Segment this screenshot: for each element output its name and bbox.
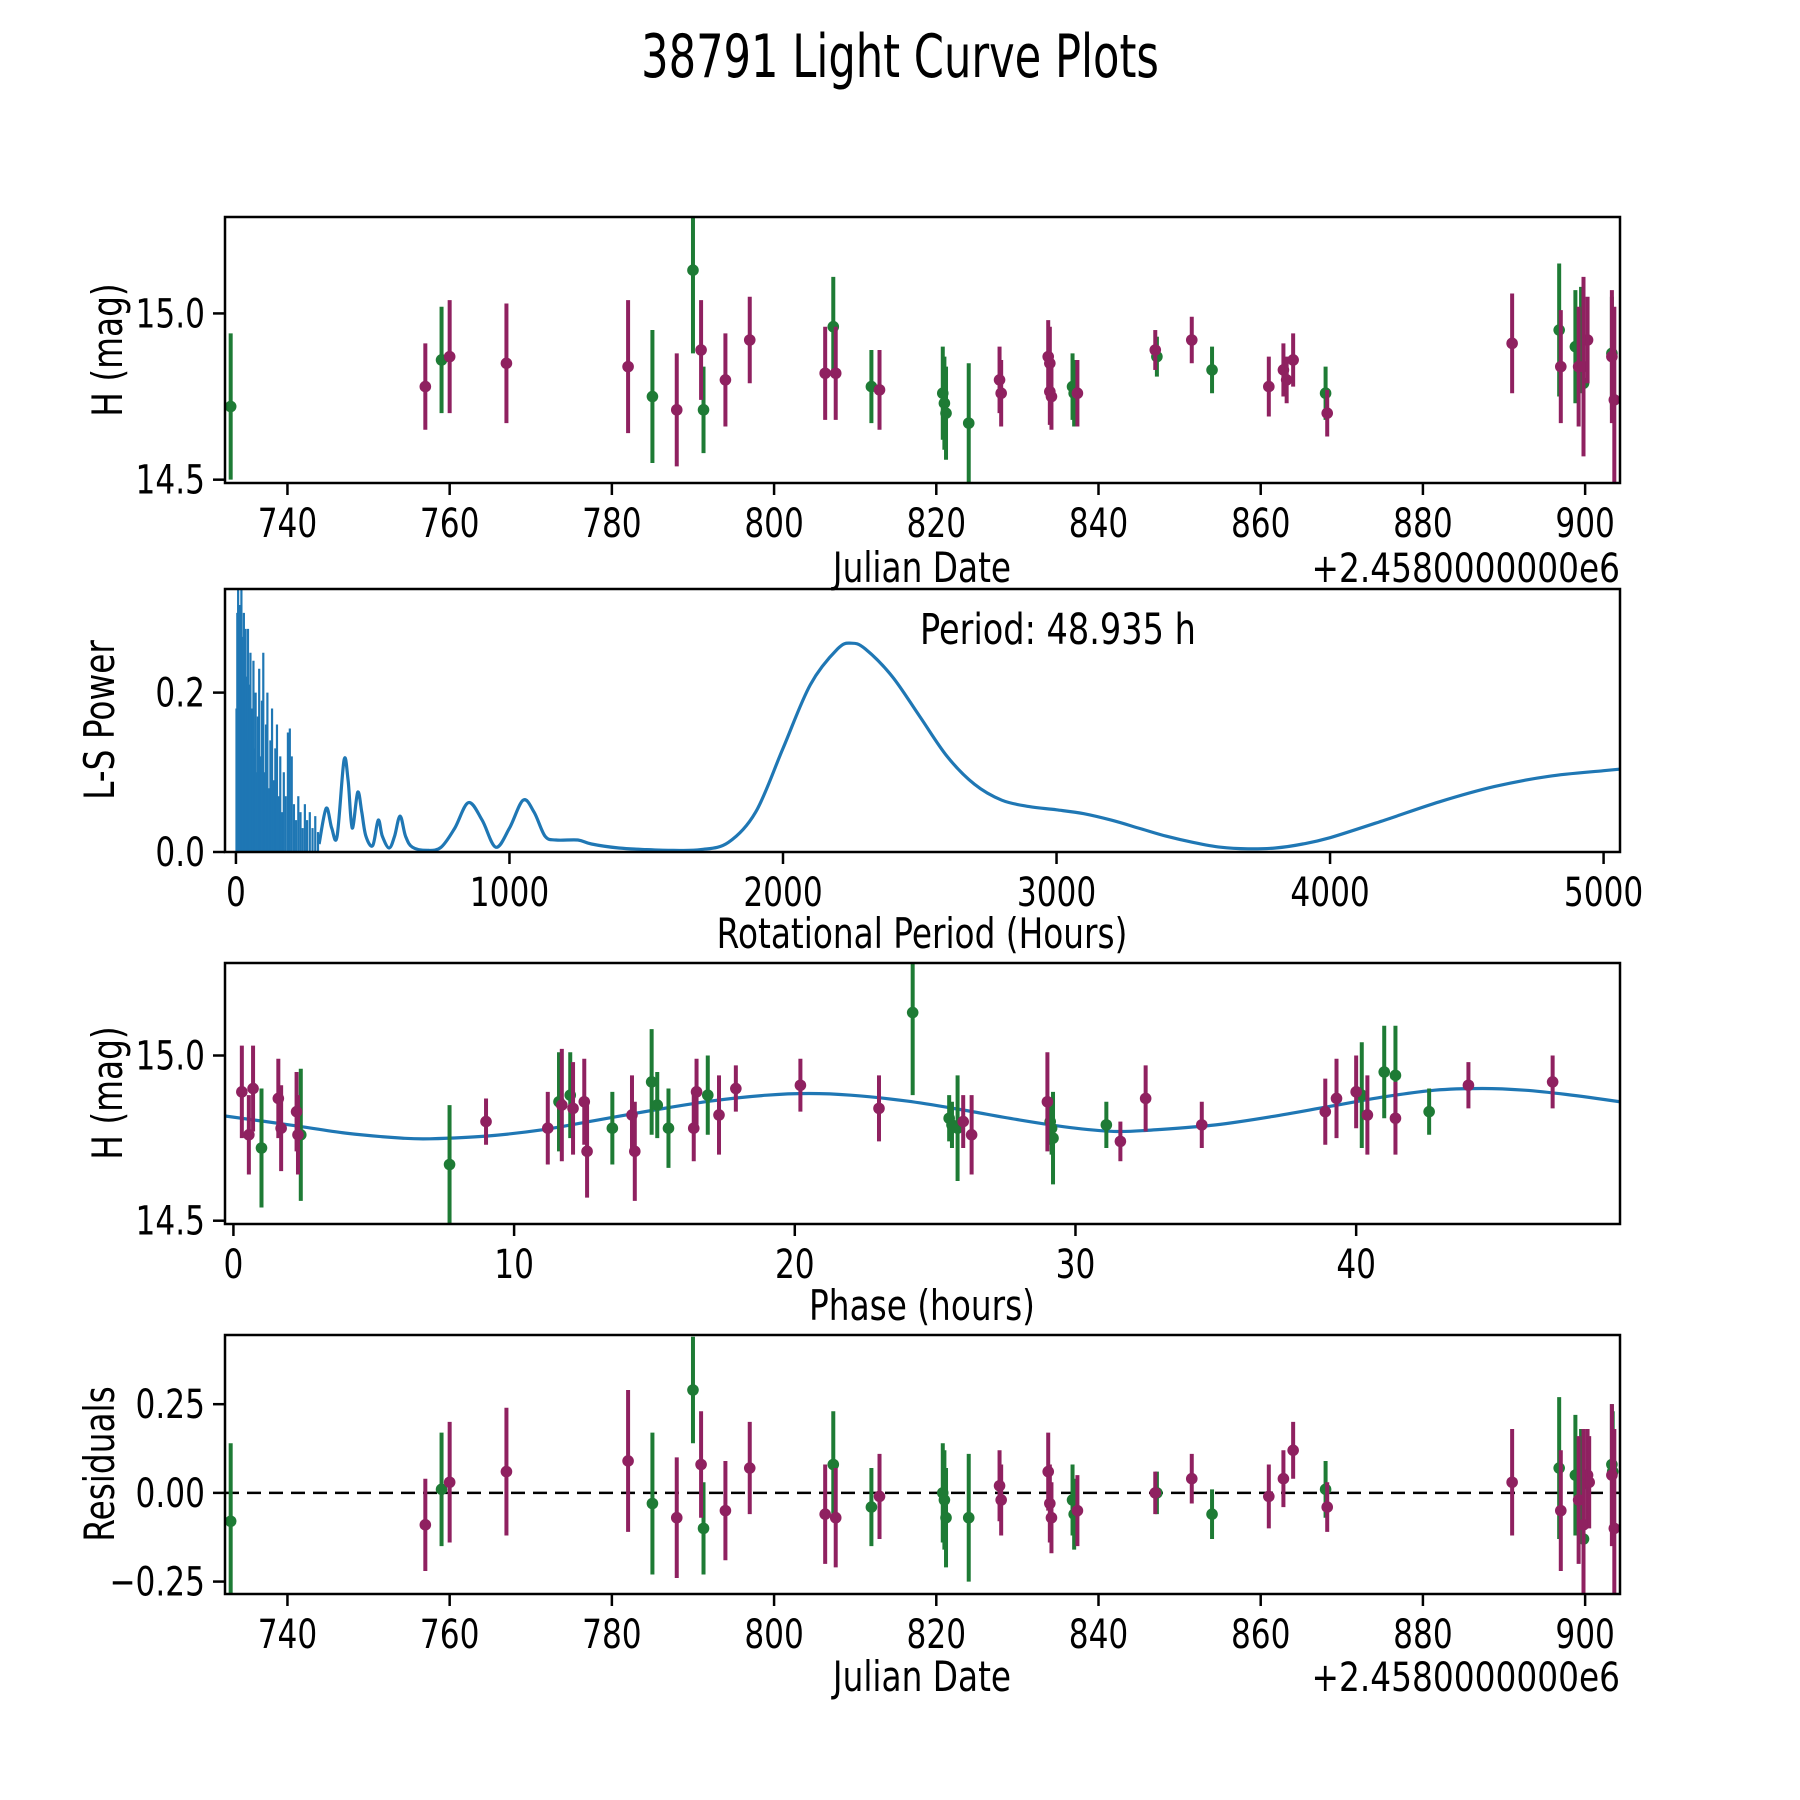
data-point [225, 401, 237, 413]
data-point [1042, 1096, 1054, 1108]
data-point [940, 1512, 952, 1524]
data-point [581, 1146, 593, 1158]
data-point [702, 1089, 714, 1101]
data-point [1321, 407, 1333, 419]
data-point [1423, 1106, 1435, 1118]
x-tick-label: 40 [1336, 1242, 1377, 1289]
data-point [1115, 1136, 1127, 1148]
data-point [651, 1099, 663, 1111]
x-tick-label: 880 [1393, 1612, 1453, 1659]
data-point [647, 1498, 659, 1510]
data-point [1149, 1487, 1161, 1499]
data-point [874, 384, 886, 396]
data-point [1378, 1066, 1390, 1078]
x-tick-label: 900 [1555, 501, 1615, 548]
data-point [713, 1109, 725, 1121]
y-tick-label: −0.25 [109, 1559, 205, 1606]
data-point [420, 1519, 432, 1531]
data-point [1101, 1119, 1113, 1131]
data-point [1278, 1473, 1290, 1485]
x-tick-label: 860 [1230, 501, 1291, 548]
data-point [1582, 334, 1594, 346]
data-point [480, 1116, 492, 1128]
data-point [1463, 1079, 1475, 1091]
axes-frame [225, 217, 1620, 483]
data-point [292, 1129, 304, 1141]
data-point [1140, 1093, 1152, 1105]
y-tick-label: 0.0 [155, 830, 205, 877]
x-tick-label: 820 [906, 501, 967, 548]
data-point [256, 1142, 268, 1154]
subplot-residuals [109, 1335, 1620, 1658]
data-point [1206, 1508, 1218, 1520]
lightcurve-xlabel: Julian Date [832, 543, 1012, 592]
data-point [720, 1505, 732, 1517]
data-point [629, 1146, 641, 1158]
data-point [1072, 387, 1084, 399]
x-tick-label: 0 [223, 1242, 244, 1289]
data-point [1263, 381, 1275, 393]
data-point [720, 374, 732, 386]
y-tick-label: 15.0 [135, 1033, 205, 1080]
x-tick-label: 30 [1055, 1242, 1096, 1289]
data-point [963, 1512, 975, 1524]
residuals-xlabel: Julian Date [832, 1652, 1012, 1701]
data-point [698, 404, 710, 416]
data-point [671, 404, 683, 416]
sine-fit-curve [225, 1089, 1620, 1139]
data-point [1583, 1476, 1595, 1488]
data-point [1319, 1106, 1331, 1118]
data-point [691, 1086, 703, 1098]
y-tick-label: 14.5 [135, 457, 205, 504]
data-point [647, 391, 659, 403]
data-point [1046, 1512, 1058, 1524]
x-tick-label: 800 [744, 1612, 804, 1659]
data-point [695, 344, 707, 356]
x-tick-label: 840 [1068, 501, 1129, 548]
period-annotation: Period: 48.935 h [920, 605, 1196, 655]
data-point [444, 351, 456, 363]
data-point [819, 367, 831, 379]
data-point [907, 1007, 919, 1019]
data-point [1186, 1473, 1198, 1485]
data-point [1547, 1076, 1559, 1088]
x-tick-label: 780 [582, 1612, 642, 1659]
data-point [501, 1466, 513, 1478]
data-point [695, 1459, 707, 1471]
data-point [1186, 334, 1198, 346]
data-point [966, 1129, 978, 1141]
data-point [501, 358, 513, 370]
data-point [622, 361, 634, 373]
x-tick-label: 2000 [743, 870, 823, 917]
data-point [607, 1122, 619, 1134]
data-point [940, 407, 952, 419]
periodogram-xlabel: Rotational Period (Hours) [716, 909, 1128, 958]
y-tick-label: 15.0 [135, 291, 205, 338]
data-point [1555, 1505, 1567, 1517]
lightcurve-ylabel: H (mag) [82, 283, 132, 417]
data-point [795, 1079, 807, 1091]
lightcurve-axis-offset: +2.4580000000e6 [1311, 546, 1620, 592]
x-tick-label: 780 [582, 501, 642, 548]
data-point [873, 1103, 885, 1115]
data-point [225, 1515, 237, 1527]
data-point [275, 1122, 287, 1134]
data-point [663, 1122, 675, 1134]
data-point [1609, 394, 1621, 406]
x-tick-label: 900 [1555, 1612, 1615, 1659]
data-point [963, 417, 975, 429]
x-tick-label: 740 [257, 501, 318, 548]
subplot-lightcurve [136, 187, 1621, 547]
data-point [1362, 1109, 1374, 1121]
figure-title: 38791 Light Curve Plots [641, 22, 1159, 92]
axes-frame [225, 1335, 1620, 1594]
data-point [1287, 1445, 1299, 1457]
data-point [744, 334, 756, 346]
x-tick-label: 880 [1393, 501, 1453, 548]
data-point [1331, 1093, 1343, 1105]
x-tick-label: 760 [419, 1612, 480, 1659]
data-point [444, 1476, 456, 1488]
data-point [567, 1103, 579, 1115]
data-point [995, 387, 1007, 399]
data-point [1506, 1476, 1518, 1488]
subplot-periodogram [155, 589, 1643, 916]
data-point [830, 367, 842, 379]
data-point [556, 1099, 568, 1111]
data-point [830, 1512, 842, 1524]
data-point [957, 1116, 969, 1128]
y-tick-label: 0.2 [155, 670, 205, 717]
data-point [819, 1508, 831, 1520]
x-tick-label: 740 [257, 1612, 318, 1659]
residuals-axis-offset: +2.4580000000e6 [1311, 1655, 1620, 1701]
data-point [236, 1086, 248, 1098]
x-tick-label: 840 [1068, 1612, 1129, 1659]
phased-ylabel: H (mag) [82, 1026, 132, 1160]
y-tick-label: 14.5 [135, 1199, 205, 1245]
data-point [687, 1384, 699, 1396]
data-point [671, 1512, 683, 1524]
data-point [444, 1159, 456, 1171]
data-point [744, 1462, 756, 1474]
x-tick-label: 10 [494, 1242, 534, 1289]
data-point [1281, 374, 1293, 386]
residuals-ylabel: Residuals [74, 1386, 124, 1542]
x-tick-label: 860 [1230, 1612, 1291, 1659]
data-point [866, 1501, 878, 1513]
data-point [420, 381, 432, 393]
data-point [730, 1083, 742, 1095]
data-point [1263, 1491, 1275, 1503]
x-tick-label: 4000 [1290, 870, 1370, 917]
y-tick-label: 0.25 [135, 1382, 205, 1429]
x-tick-label: 3000 [1016, 870, 1097, 917]
data-point [1046, 391, 1058, 403]
periodogram-ylabel: L-S Power [74, 640, 124, 800]
subplot-phased [136, 930, 1620, 1288]
x-tick-label: 800 [744, 501, 804, 548]
x-tick-label: 760 [419, 501, 480, 548]
data-point [1072, 1505, 1084, 1517]
data-point [1350, 1086, 1362, 1098]
data-point [542, 1122, 554, 1134]
data-point [622, 1455, 634, 1467]
x-tick-label: 0 [226, 870, 246, 917]
data-point [1555, 361, 1567, 373]
data-point [995, 1494, 1007, 1506]
phased-xlabel: Phase (hours) [809, 1281, 1035, 1330]
data-point [247, 1083, 259, 1095]
x-tick-label: 20 [774, 1242, 815, 1289]
x-tick-label: 5000 [1563, 870, 1644, 917]
data-point [1609, 1523, 1621, 1535]
periodogram-curve [319, 643, 1620, 850]
data-point [1287, 354, 1299, 366]
data-point [1390, 1070, 1402, 1082]
data-point [1206, 364, 1218, 376]
data-point [1506, 338, 1518, 350]
data-point [698, 1523, 710, 1535]
data-point [687, 264, 699, 276]
y-tick-label: 0.00 [135, 1471, 205, 1517]
data-point [1321, 1501, 1333, 1513]
data-point [1149, 344, 1161, 356]
x-tick-label: 1000 [469, 870, 550, 917]
data-point [874, 1491, 886, 1503]
data-point [1390, 1112, 1402, 1124]
x-tick-label: 820 [906, 1612, 967, 1659]
data-point [1196, 1119, 1208, 1131]
